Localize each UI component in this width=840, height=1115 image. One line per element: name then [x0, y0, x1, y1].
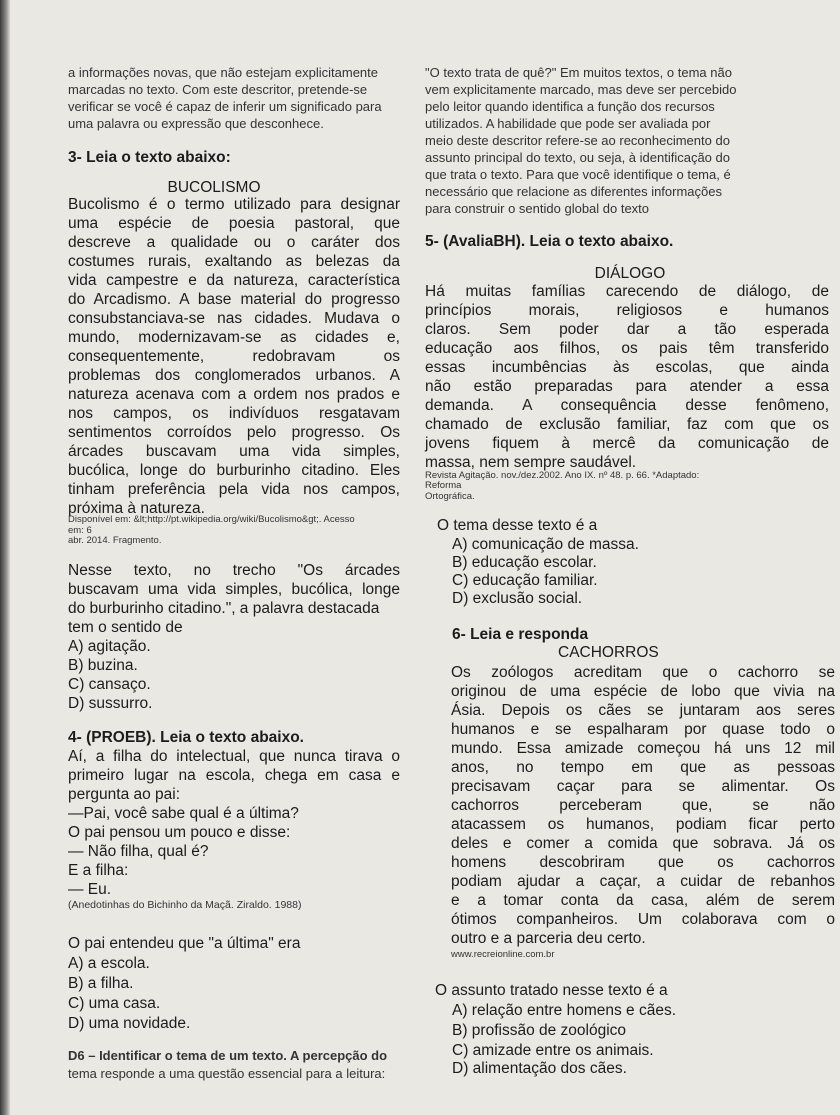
- q4-option-c: C) uma casa.: [68, 995, 161, 1012]
- q3-option-b: B) buzina.: [68, 657, 138, 674]
- q6-option-b: B) profissão de zoológico: [452, 1022, 627, 1039]
- q3-option-a: A) agitação.: [68, 638, 151, 655]
- q5-text-line: princípios morais, religiosos e humanos: [425, 302, 829, 319]
- q6-option-c: C) amizade entre os animais.: [452, 1042, 654, 1059]
- q5-text-line: massa, nem sempre saudável.: [425, 454, 637, 471]
- q3-option-d: D) sussurro.: [68, 695, 153, 712]
- q6-text-line: humanos e se espalharam por quase todo o: [451, 721, 835, 738]
- q4-text-line: —Pai, você sabe qual é a última?: [68, 805, 299, 822]
- q6-text-line: Os zoólogos acreditam que o cachorro se: [451, 664, 835, 681]
- q3-text-line: sentimentos corroídos pelo progresso. Os: [68, 424, 400, 441]
- intro-line: para construir o sentido global do texto: [425, 201, 650, 216]
- q6-source: www.recreionline.com.br: [451, 949, 555, 960]
- q6-text-line: originou de uma espécie de lobo que vivia na: [451, 683, 835, 700]
- q6-text-line: atacassem os humanos, podiam ficar perto: [451, 816, 835, 833]
- q3-text-line: consubstanciava-se nas cidades. Mudava o: [68, 310, 400, 327]
- q6-text-line: mundo. Essa amizade começou há uns 12 mil: [451, 740, 835, 757]
- intro-line: vem explicitamente marcado, mas deve ser percebido: [425, 82, 737, 97]
- q4-text-line: Aí, a filha do intelectual, que nunca tirava o: [68, 748, 400, 765]
- q3-text-line: próxima à natureza.: [68, 500, 205, 517]
- q5-text-line: demanda. A consequência desse fenômeno,: [425, 397, 829, 414]
- intro-line: uma palavra ou expressão que desconhece.: [68, 116, 324, 131]
- q6-text-line: deles e comer a comida que sobrava. Já os: [451, 835, 835, 852]
- q3-text-line: tinham preferência pela vida nos campos,: [68, 481, 400, 498]
- q6-option-d: D) alimentação dos cães.: [452, 1060, 627, 1077]
- intro-line: a informações novas, que não estejam explicitamente: [68, 65, 379, 80]
- q6-text-line: homens descobriram que os cachorros: [451, 854, 835, 871]
- intro-line: assunto principal do texto, ou seja, à identificação do: [425, 150, 730, 165]
- q3-question-line: Nesse texto, no trecho "Os árcades: [68, 562, 400, 579]
- q3-question-line: buscavam uma vida simples, bucólica, longe: [68, 581, 400, 598]
- q5-text-line: jovens fiquem à mercê da comunicação de: [425, 435, 829, 452]
- q3-text-line: descreve a qualidade ou o caráter dos: [68, 234, 400, 251]
- q5-text-line: chamado de exclusão familiar, faz com que os: [425, 416, 829, 433]
- page-binding-edge: [0, 0, 10, 1115]
- q6-option-a: A) relação entre homens e cães.: [452, 1002, 677, 1019]
- q5-text-line: educação aos filhos, os pais têm transferido: [425, 340, 829, 357]
- q5-option-a: A) comunicação de massa.: [452, 536, 639, 553]
- q3-text-line: mundo, modernizavam-se as cidades e,: [68, 329, 400, 346]
- q6-text-line: outro e a parceria deu certo.: [451, 930, 646, 947]
- q6-text-line: Ásia. Depois os cães se juntaram aos seres: [451, 702, 835, 719]
- intro-line: marcadas no texto. Com este descritor, pretende-se: [68, 82, 368, 97]
- q3-text-title: BUCOLISMO: [167, 179, 261, 196]
- q3-source: em: 6: [68, 525, 92, 536]
- intro-line: que trata o texto. Para que você identifique o tema, é: [425, 167, 731, 182]
- q3-source: Disponível em: &lt;http://pt.wikipedia.org/wiki/Bucolismo&gt;. Acesso: [68, 514, 355, 525]
- q5-source: Reforma: [425, 480, 462, 491]
- intro-line: "O texto trata de quê?" Em muitos textos, o tema não: [425, 65, 732, 80]
- intro-line: pelo leitor quando identifica a função dos recursos: [425, 99, 715, 114]
- q3-text-line: vida campestre e da natureza, característica: [68, 272, 400, 289]
- q4-text-line: — Eu.: [68, 881, 112, 898]
- d6-heading-line: D6 – Identificar o tema de um texto. A percepção do: [68, 1048, 388, 1063]
- q3-text-line: do Arcadismo. A base material do progresso: [68, 291, 400, 308]
- q4-source: (Anedotinhas do Bichinho da Maçã. Ziraldo. 1988): [68, 899, 302, 911]
- q3-text-line: costumes rurais, exaltando as belezas da: [68, 253, 400, 270]
- q5-text-line: claros. Sem poder dar a tão esperada: [425, 321, 829, 338]
- q4-text-line: primeiro lugar na escola, chega em casa e: [68, 767, 400, 784]
- q4-option-a: A) a escola.: [68, 955, 150, 972]
- q4-text-line: — Não filha, qual é?: [68, 843, 209, 860]
- q3-text-line: nos campos, os indivíduos resgatavam: [68, 405, 400, 422]
- q3-question-line: do burburinho citadino.", a palavra destacada: [68, 600, 380, 617]
- q3-text-line: Bucolismo é o termo utilizado para designar: [68, 196, 400, 213]
- q4-option-d: D) uma novidade.: [68, 1015, 191, 1032]
- q4-text-line: E a filha:: [68, 862, 129, 879]
- d6-heading-line: tema responde a uma questão essencial para a leitura:: [68, 1066, 386, 1081]
- q6-text-line: ótimos companheiros. Um colaborava com o: [451, 911, 835, 928]
- intro-line: meio deste descritor refere-se ao reconhecimento do: [425, 133, 730, 148]
- q6-text-line: precisavam caçar para se alimentar. Os: [451, 778, 835, 795]
- q5-option-c: C) educação familiar.: [452, 572, 598, 589]
- q6-text-line: e a tomar conta da casa, além de serem: [451, 892, 835, 909]
- q6-text-line: anos, no tempo em que as pessoas: [451, 759, 835, 776]
- q6-text-line: cachorros perceberam que, se não: [451, 797, 835, 814]
- q5-question: O tema desse texto é a: [437, 517, 598, 534]
- intro-line: verificar se você é capaz de inferir um significado para: [68, 99, 382, 114]
- q3-text-line: uma espécie de poesia pastoral, que: [68, 215, 400, 232]
- q5-source: Revista Agitação. nov./dez.2002. Ano IX. nº 48. p. 66. *Adaptado:: [425, 470, 700, 481]
- q6-title: 6- Leia e responda: [452, 626, 589, 643]
- q5-option-b: B) educação escolar.: [452, 554, 597, 571]
- q3-text-line: árcades buscavam uma vida simples,: [68, 443, 400, 460]
- intro-line: utilizados. A habilidade que pode ser avaliada por: [425, 116, 711, 131]
- q3-title: 3- Leia o texto abaixo:: [68, 149, 231, 166]
- q5-source: Ortográfica.: [425, 491, 475, 502]
- intro-line: necessário que relacione as diferentes informações: [425, 184, 723, 199]
- q6-text-line: podiam ajudar a caçar, a cuidar de rebanhos: [451, 873, 835, 890]
- q5-text-line: Há muitas famílias carecendo de diálogo, de: [425, 283, 829, 300]
- q5-title: 5- (AvaliaBH). Leia o texto abaixo.: [425, 233, 674, 250]
- q3-text-line: problemas dos conglomerados urbanos. A: [68, 367, 400, 384]
- q3-text-line: consequentemente, redobravam os: [68, 348, 400, 365]
- q4-text-line: pergunta ao pai:: [68, 786, 181, 803]
- q3-source: abr. 2014. Fragmento.: [68, 535, 162, 546]
- q5-text-line: essas incumbências às escolas, que ainda: [425, 359, 829, 376]
- q3-text-line: natureza acenava com a ordem nos prados e: [68, 386, 400, 403]
- q4-text-line: O pai pensou um pouco e disse:: [68, 824, 291, 841]
- q5-text-title: DIÁLOGO: [594, 265, 666, 282]
- q4-option-b: B) a filha.: [68, 975, 134, 992]
- q6-text-title: CACHORROS: [558, 644, 659, 661]
- q5-option-d: D) exclusão social.: [452, 590, 583, 607]
- q5-text-line: não estão preparadas para atender a essa: [425, 378, 829, 395]
- q3-question-line: tem o sentido de: [68, 619, 183, 636]
- q3-option-c: C) cansaço.: [68, 676, 151, 693]
- q4-question: O pai entendeu que "a última" era: [68, 935, 301, 952]
- q6-question: O assunto tratado nesse texto é a: [435, 982, 668, 999]
- q3-text-line: bucólica, longe do burburinho citadino. Eles: [68, 462, 400, 479]
- q4-title: 4- (PROEB). Leia o texto abaixo.: [68, 729, 304, 746]
